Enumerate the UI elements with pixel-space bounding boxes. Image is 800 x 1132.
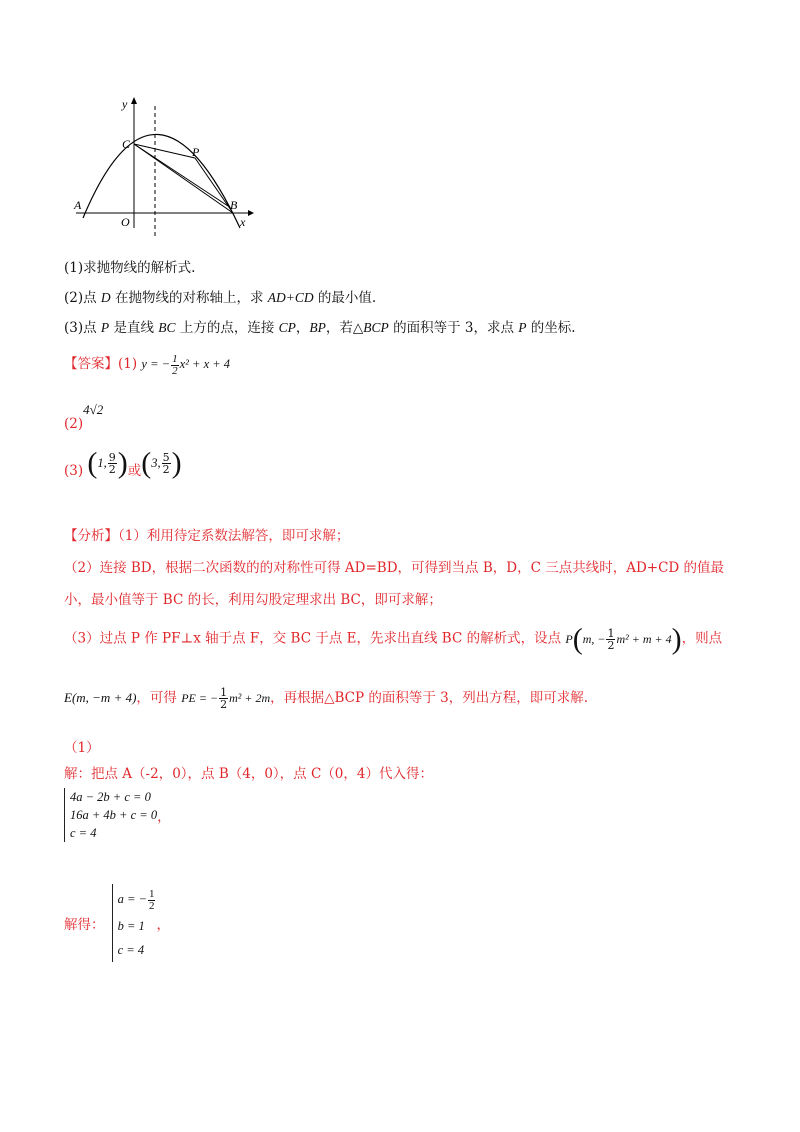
q3-t5: 的坐标. xyxy=(526,320,576,336)
eq-1: 4a − 2b + c = 0 xyxy=(70,790,151,804)
a1-num: 1 xyxy=(172,352,178,365)
analysis-2-line-1: （2）连接 BD，根据二次函数的的对称性可得 AD=BD，可得到当点 B，D，C 三点共线时，AD+CD 的值最 xyxy=(64,560,725,576)
answer-1-label: (1) xyxy=(118,356,138,372)
q2-mid: 在抛物线的对称轴上，求 xyxy=(110,290,268,306)
a3-p2-a: 3, xyxy=(151,455,161,470)
answer-1-formula xyxy=(141,352,231,377)
analysis-label: 【分析】 xyxy=(64,528,118,544)
label-b: B xyxy=(230,198,238,212)
question-1: (1)求抛物线的解析式. xyxy=(64,260,196,276)
a1-den: 2 xyxy=(172,364,178,377)
sol-a-frac xyxy=(148,889,156,912)
label-y: y xyxy=(122,97,128,111)
segment-pb xyxy=(195,158,233,213)
sol-c: c = 4 xyxy=(117,943,145,957)
a3-p1-frac xyxy=(108,452,117,475)
analysis-pe xyxy=(181,686,271,711)
a3-p1-num: 9 xyxy=(108,450,116,464)
answer-3-point-1: (1, $\frac{9}{2}$ ) xyxy=(87,446,128,479)
segment-c-b2 xyxy=(134,144,228,206)
x-axis-arrow xyxy=(248,210,254,216)
q2-suffix: 的最小值. xyxy=(313,290,377,306)
q2-prefix: (2)点 xyxy=(64,290,101,306)
label-x: x xyxy=(240,215,246,229)
a3-p1-a: 1, xyxy=(97,455,107,470)
q2-expr: AD+CD xyxy=(267,290,314,305)
q3-cp: CP xyxy=(278,320,296,335)
pe-rest: m² + 2m xyxy=(229,691,271,705)
analysis-3-line-2 xyxy=(64,686,588,710)
solution-system-brace xyxy=(112,884,157,962)
a3-p2-num: 5 xyxy=(162,450,170,464)
ap-p: P xyxy=(565,631,573,646)
analysis-point-p: P(m, − $\frac{1}{2}$ m² + m + 4) xyxy=(565,622,682,655)
parabola-graph xyxy=(68,96,258,236)
a1-fraction xyxy=(171,354,179,377)
question-3 xyxy=(64,316,576,336)
label-c: C xyxy=(122,137,131,151)
eq-3: c = 4 xyxy=(70,826,97,840)
a3l1-end: ，则点 xyxy=(681,630,723,647)
ap-num: 1 xyxy=(607,626,615,640)
a1-lhs: y = − xyxy=(141,357,171,371)
q3-comma: ， xyxy=(295,320,310,336)
segment-cp xyxy=(134,144,195,158)
analysis-3-line-1 xyxy=(64,624,722,654)
q2-point-d: D xyxy=(100,290,111,305)
analysis-2-line-2: 小，最小值等于 BC 的长，利用勾股定理求出 BC，即可求解； xyxy=(64,592,442,608)
q3-bc: BC xyxy=(158,320,176,335)
answer-3-or: 或 xyxy=(127,462,142,479)
answer-3-point-2: (3, $\frac{5}{2}$ ) xyxy=(141,446,182,479)
comma-1: ， xyxy=(157,809,171,825)
y-axis-arrow xyxy=(131,97,137,104)
pe-frac xyxy=(219,687,228,710)
solved-label: 解得： xyxy=(64,917,105,933)
ap-m: m, − xyxy=(582,631,606,646)
q3-p2: P xyxy=(518,320,527,335)
analysis-1 xyxy=(64,524,349,544)
a3-p2-frac xyxy=(162,452,171,475)
pe-den: 2 xyxy=(220,698,228,711)
a3-p2-den: 2 xyxy=(162,462,170,476)
label-o: O xyxy=(121,215,130,229)
sol-a-num: 1 xyxy=(148,887,155,900)
parabola-curve xyxy=(83,134,240,228)
ap-rest: m² + m + 4 xyxy=(616,631,672,646)
q3-t3: ，若△ xyxy=(325,320,364,336)
q3-t4: 的面积等于 3，求点 xyxy=(388,320,519,336)
pe-num: 1 xyxy=(220,686,228,699)
pe-lhs: PE = − xyxy=(181,691,219,705)
equation-system-brace xyxy=(64,788,157,842)
eq-2: 16a + 4b + c = 0 xyxy=(70,808,158,822)
q3-bcp: BCP xyxy=(363,320,389,335)
label-p: P xyxy=(192,145,200,159)
analysis-p1: （1）利用待定系数法解答，即可求解； xyxy=(118,528,350,544)
a3l2-mid: ，可得 xyxy=(136,690,177,706)
a3l1-text: （3）过点 P 作 PF⊥x 轴于点 F，交 BC 于点 E，先求出直线 BC 的解析式，设点 xyxy=(64,630,562,647)
answer-label: 【答案】 xyxy=(64,356,118,372)
q3-prefix: (3)点 xyxy=(64,320,101,336)
question-2 xyxy=(64,286,376,306)
sol-b: b = 1 xyxy=(117,919,145,933)
a3-p1-den: 2 xyxy=(108,462,116,476)
sol-a-den: 2 xyxy=(148,899,155,912)
sol-a-lhs: a = − xyxy=(117,892,147,906)
label-a: A xyxy=(74,198,82,212)
answer-2-value: 4√2 xyxy=(83,402,104,417)
equation-system xyxy=(64,788,171,842)
answer-3 xyxy=(64,448,182,478)
answer-2 xyxy=(64,402,104,432)
comma-2: ， xyxy=(156,917,170,933)
ap-frac xyxy=(606,628,615,651)
ap-den: 2 xyxy=(607,638,615,652)
q3-bp: BP xyxy=(309,320,326,335)
q3-t2: 上方的点，连接 xyxy=(175,320,279,336)
a3l2-end: ，再根据△BCP 的面积等于 3，列出方程，即可求解. xyxy=(270,690,589,706)
solution-part: （1） xyxy=(64,740,100,756)
q3-p: P xyxy=(100,320,110,335)
a1-rest: x² + x + 4 xyxy=(179,357,231,371)
answer-1 xyxy=(64,352,230,377)
sol-a xyxy=(118,884,157,914)
solution-result xyxy=(64,884,170,962)
answer-3-label: (3) xyxy=(64,462,84,479)
solution-intro: 解：把点 A（-2，0），点 B（4，0），点 C（0，4）代入得： xyxy=(64,766,433,782)
analysis-point-e: E(m, −m + 4) xyxy=(64,690,137,705)
answer-2-label: (2) xyxy=(64,416,84,432)
q3-t1: 是直线 xyxy=(109,320,159,336)
